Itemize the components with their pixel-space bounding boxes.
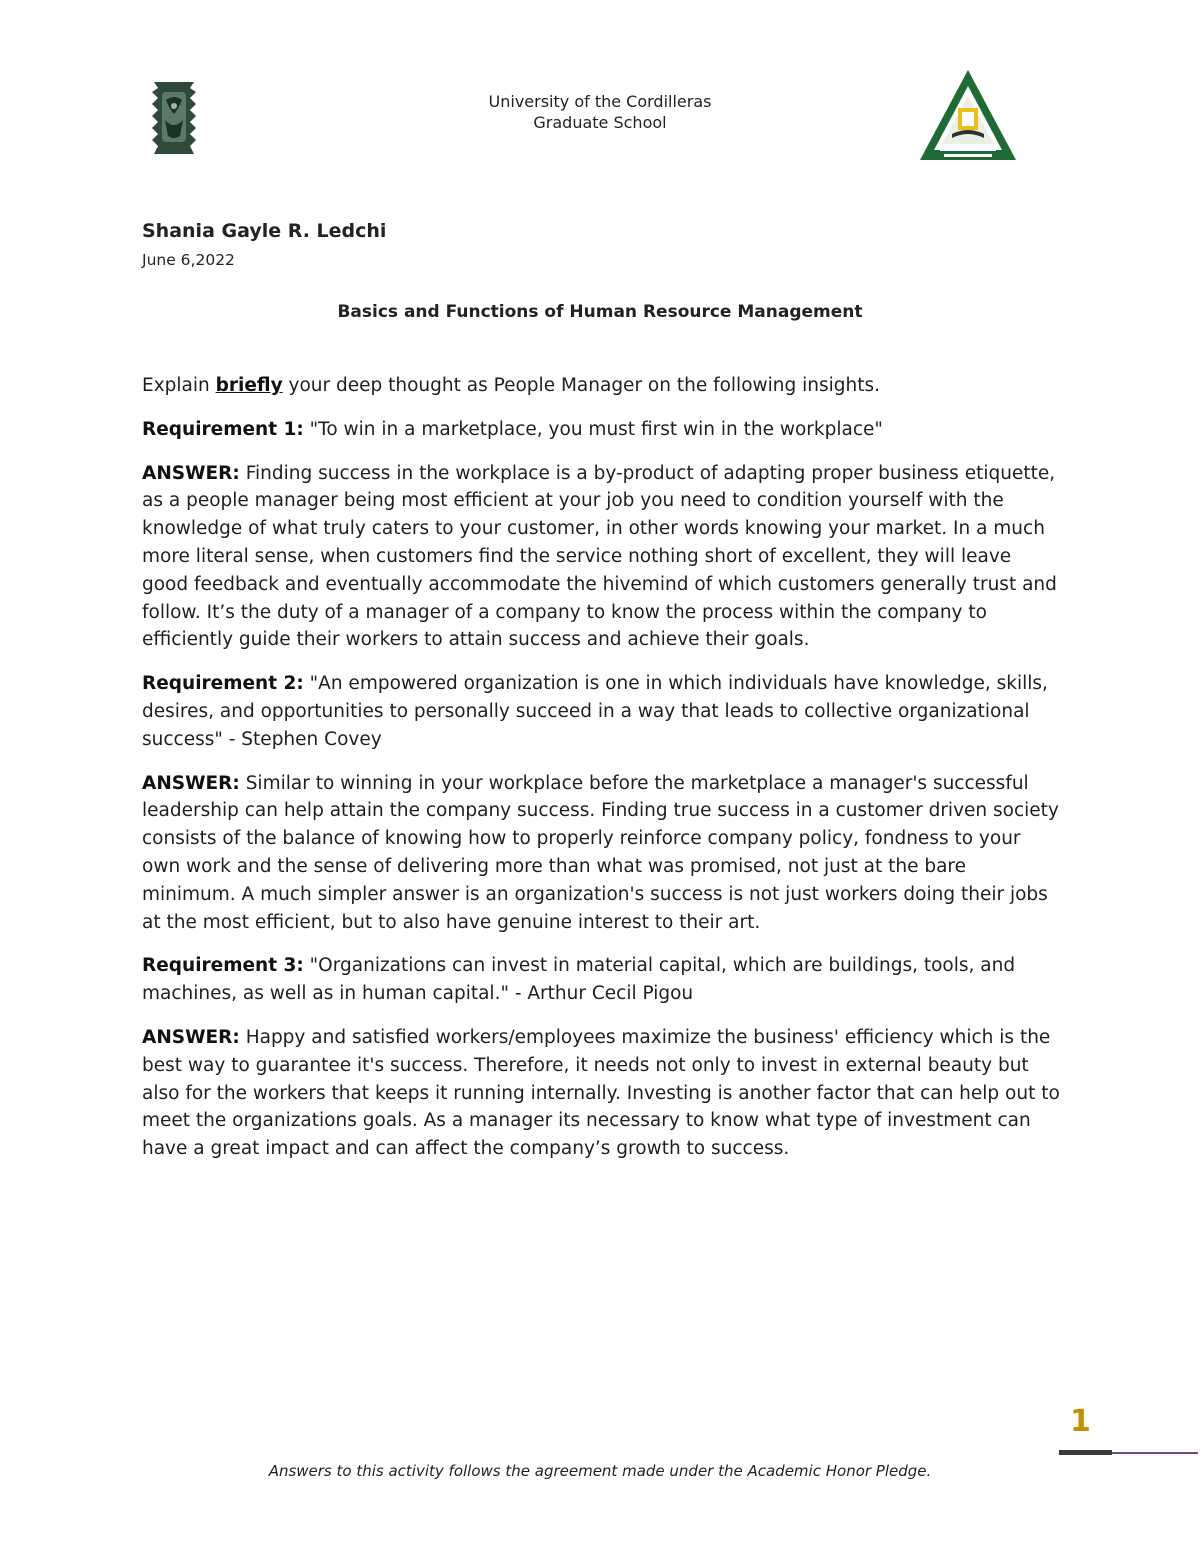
page-rule-accent [1112, 1452, 1198, 1454]
requirement-3-text: "Organizations can invest in material capital, which are buildings, tools, and machines, as well as in human capital." - Arthur Cecil Pigou [142, 955, 1016, 1005]
document-date: June 6,2022 [142, 251, 235, 269]
requirement-1-label: Requirement 1: [142, 418, 304, 440]
requirement-2 [142, 670, 1062, 753]
answer-3-label: ANSWER: [142, 1026, 240, 1048]
document-body [142, 372, 1062, 1179]
answer-2-label: ANSWER: [142, 772, 240, 794]
research-extension-logo [918, 68, 1018, 162]
requirement-1-text: "To win in a marketplace, you must first win in the workplace" [303, 418, 883, 440]
requirement-3 [142, 952, 1062, 1008]
institution-header [400, 91, 800, 133]
answer-2 [142, 770, 1062, 937]
answer-1-label: ANSWER: [142, 462, 240, 484]
page-rule-dark [1059, 1450, 1112, 1455]
page-number: 1 [1070, 1404, 1091, 1439]
requirement-3-label: Requirement 3: [142, 955, 304, 977]
answer-3 [142, 1024, 1062, 1163]
requirement-1 [142, 416, 1062, 444]
school-name: Graduate School [533, 113, 667, 132]
requirement-2-label: Requirement 2: [142, 673, 304, 695]
answer-2-text: Similar to winning in your workplace before the marketplace a manager's successful leadership can help attain the company success. Finding true success in a customer driven society consists of the balance of knowing how to properly reinforce company policy, fondness to your own work and the sense of delivering more than what was promised, not just at the bare minimum. A much simpler answer is an organization's success is not just workers doing their jobs at the most efficient, but to also have genuine interest to their art. [142, 772, 1059, 933]
university-seal-icon [150, 80, 198, 156]
answer-1 [142, 460, 1062, 655]
instruction-after: your deep thought as People Manager on the following insights. [282, 375, 881, 396]
requirement-2-text: "An empowered organization is one in which individuals have knowledge, skills, desires, and opportunities to personally succeed in a way that leads to collective organizational success" - Stephen Covey [142, 673, 1048, 750]
instruction-paragraph [142, 372, 1062, 400]
research-extension-triangle-logo-icon [918, 68, 1018, 162]
answer-3-text: Happy and satisfied workers/employees maximize the business' efficiency which is the best way to guarantee it's success. Therefore, it needs not only to invest in external beauty but also for the workers that keeps it running internally. Investing is another factor that can help out to meet the organizations goals. As a manager its necessary to know what type of investment can have a great impact and can affect the company’s growth to success. [142, 1026, 1060, 1160]
document-title: Basics and Functions of Human Resource Management [337, 302, 863, 322]
author-name: Shania Gayle R. Ledchi [142, 220, 387, 242]
university-seal-logo [150, 80, 198, 156]
instruction-before: Explain [142, 375, 216, 396]
honor-pledge-footer: Answers to this activity follows the agreement made under the Academic Honor Pledge. [268, 1462, 932, 1480]
answer-1-text: Finding success in the workplace is a by-product of adapting proper business etiquette, as a people manager being most efficient at your job you need to condition yourself with the knowledge of what truly caters to your customer, in other words knowing your market. In a much more literal sense, when customers find the service nothing short of excellent, they will leave good feedback and eventually accommodate the hivemind of which customers generally trust and follow. It’s the duty of a manager of a company to know the process within the company to efficiently guide their workers to attain success and achieve their goals. [142, 462, 1057, 651]
institution-name: University of the Cordilleras [488, 92, 712, 111]
instruction-emphasis: briefly [215, 375, 283, 396]
